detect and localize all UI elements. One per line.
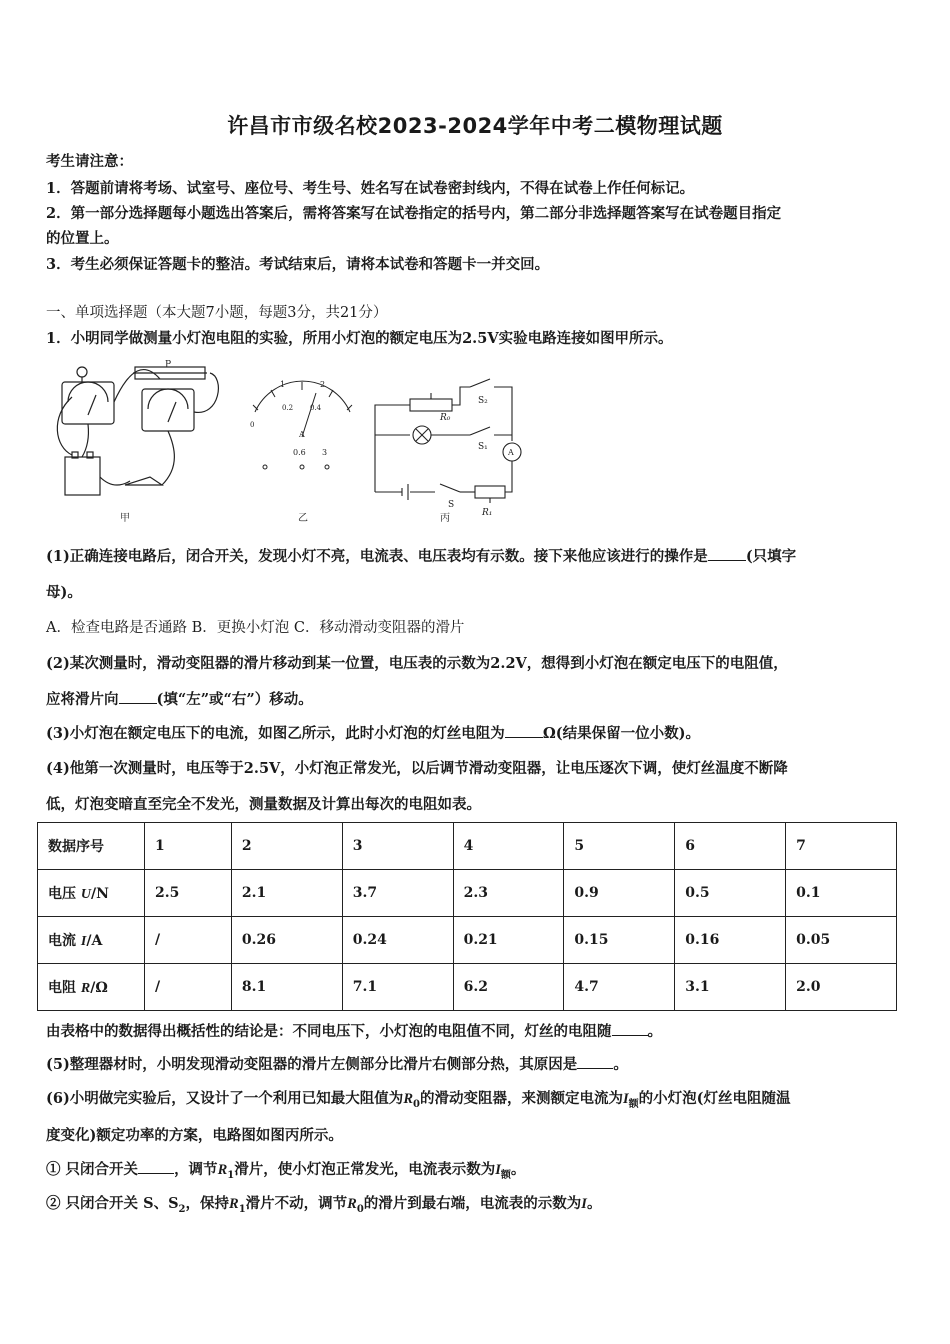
table-cell: 6: [675, 823, 786, 870]
table-cell: 2.5: [145, 870, 232, 917]
section-heading: 一、单项选择题（本大题7小题，每题3分，共21分）: [46, 305, 388, 321]
answer-blank-2: [119, 691, 157, 704]
table-cell: /: [145, 964, 232, 1011]
q1-part2-cont: 应将滑片向 (填“左”或“右”）移动。: [46, 691, 313, 708]
answer-blank-6: [138, 1161, 174, 1174]
label-s1: S₁: [478, 442, 488, 452]
q1-part2: (2)某次测量时，滑动变阻器的滑片移动到某一位置，电压表的示数为2.2V，想得到小灯泡在额定电压下的电阻值，: [46, 655, 788, 672]
table-cell: 数据序号: [38, 823, 145, 870]
q1-part6-cont: 度变化)额定功率的方案，电路图如图丙所示。: [46, 1127, 343, 1144]
q1-part1: (1)正确连接电路后，闭合开关，发现小灯不亮，电流表、电压表均有示数。接下来他应该进行的操作是 (只填字: [46, 548, 797, 565]
question-1-stem: 1．小明同学做测量小灯泡电阻的实验，所用小灯泡的额定电压为2.5V实验电路连接如图甲所示。: [46, 330, 673, 347]
terminal-0-6: 0.6: [293, 448, 306, 457]
terminal-3: 3: [322, 448, 328, 457]
dial-tick-0: 0: [250, 421, 255, 429]
table-cell: 0.9: [564, 870, 675, 917]
step-2: ② 只闭合开关 S、$S_2$，保持$R_1$滑片不动，调节$R_0$的滑片到最右端，电流表的示数为I。: [46, 1195, 602, 1215]
figure-label-bing: 丙: [440, 513, 450, 524]
figure-jia-apparatus: [57, 367, 218, 495]
table-cell: 4: [453, 823, 564, 870]
table-cell: 7.1: [342, 964, 453, 1011]
table-cell: 8.1: [231, 964, 342, 1011]
table-cell: 5: [564, 823, 675, 870]
table-cell: 2.0: [786, 964, 897, 1011]
notice-item-3: 3．考生必须保证答题卡的整洁。考试结束后，请将本试卷和答题卡一并交回。: [46, 256, 550, 273]
figure-label-jia: 甲: [120, 513, 130, 524]
dial-tick-0-4: 0.4: [310, 404, 322, 412]
label-ammeter: A: [508, 448, 514, 457]
table-cell: 0.16: [675, 917, 786, 964]
dial-tick-1: 1: [280, 380, 286, 389]
row-label-voltage: 电压 U/N: [38, 870, 145, 917]
table-cell: 0.21: [453, 917, 564, 964]
table-cell: 2.1: [231, 870, 342, 917]
table-row-current: [38, 917, 897, 964]
table-cell: 0.15: [564, 917, 675, 964]
table-cell: 2.3: [453, 870, 564, 917]
figure-bing-circuit: [375, 379, 521, 503]
table-cell: 0.5: [675, 870, 786, 917]
answer-blank-5: [577, 1056, 613, 1069]
label-s: S: [448, 500, 455, 510]
label-s2: S₂: [478, 396, 488, 406]
row-label-current: 电流 I/A: [38, 917, 145, 964]
experiment-figures: [50, 357, 530, 527]
notice-heading: 考生请注意：: [46, 153, 133, 170]
step-1: ① 只闭合开关 ，调节$R_1$滑片，使小灯泡正常发光，电流表示数为$I_额$。: [46, 1161, 526, 1181]
notice-item-2: 2．第一部分选择题每小题选出答案后，需将答案写在试卷指定的括号内，第二部分非选择题答案写在试卷题目指定: [46, 205, 782, 222]
table-header-row: [38, 823, 897, 870]
q1-options: A．检查电路是否通路 B．更换小灯泡 C．移动滑动变阻器的滑片: [46, 620, 465, 636]
label-r0: R₀: [440, 413, 451, 423]
q1-part4-cont: 低，灯泡变暗直至完全不发光，测量数据及计算出每次的电阻如表。: [46, 796, 481, 813]
dial-unit: A: [299, 430, 305, 439]
table-cell: 2: [231, 823, 342, 870]
answer-blank-4: [612, 1023, 648, 1036]
slider-label-p: P: [165, 360, 172, 370]
q1-part1-cont: 母)。: [46, 584, 82, 601]
notice-item-1: 1．答题前请将考场、试室号、座位号、考生号、姓名写在试卷密封线内，不得在试卷上作任何标记。: [46, 180, 695, 197]
notice-item-2-cont: 的位置上。: [46, 230, 119, 247]
label-r1: R₁: [482, 508, 493, 518]
answer-blank-1: [708, 548, 746, 561]
table-row-voltage: [38, 870, 897, 917]
table-cell: 6.2: [453, 964, 564, 1011]
table-cell: 3.1: [675, 964, 786, 1011]
table-cell: 1: [145, 823, 232, 870]
table-cell: 7: [786, 823, 897, 870]
table-cell: /: [145, 917, 232, 964]
q1-part4: (4)他第一次测量时，电压等于2.5V，小灯泡正常发光，以后调节滑动变阻器，让电压逐次下调，使灯丝温度不断降: [46, 760, 788, 777]
q1-part5: (5)整理器材时，小明发现滑动变阻器的滑片左侧部分比滑片右侧部分热，其原因是 。: [46, 1056, 628, 1073]
table-cell: 0.26: [231, 917, 342, 964]
measurement-table: [37, 822, 897, 1011]
row-label-resistance: 电阻 R/Ω: [38, 964, 145, 1011]
table-cell: 0.1: [786, 870, 897, 917]
table-cell: 3: [342, 823, 453, 870]
table-cell: 0.05: [786, 917, 897, 964]
table-cell: 3.7: [342, 870, 453, 917]
dial-tick-0-2: 0.2: [282, 404, 294, 412]
q1-part6: (6)小明做完实验后，又设计了一个利用已知最大阻值为$R_0$的滑动变阻器，来测额定电流为$I_额$的小灯泡(灯丝电阻随温: [46, 1090, 791, 1110]
q1-part3: (3)小灯泡在额定电压下的电流，如图乙所示，此时小灯泡的灯丝电阻为 Ω(结果保留一位小数)。: [46, 725, 700, 742]
dial-tick-2: 2: [320, 380, 326, 389]
answer-blank-3: [505, 725, 543, 738]
table-cell: 0.24: [342, 917, 453, 964]
page-title: 许昌市市级名校2023-2024学年中考二模物理试题: [227, 114, 723, 138]
table-cell: 4.7: [564, 964, 675, 1011]
table-row-resistance: [38, 964, 897, 1011]
conclusion-line: 由表格中的数据得出概括性的结论是：不同电压下，小灯泡的电阻值不同，灯丝的电阻随 。: [46, 1023, 662, 1040]
figure-label-yi: 乙: [298, 513, 308, 524]
